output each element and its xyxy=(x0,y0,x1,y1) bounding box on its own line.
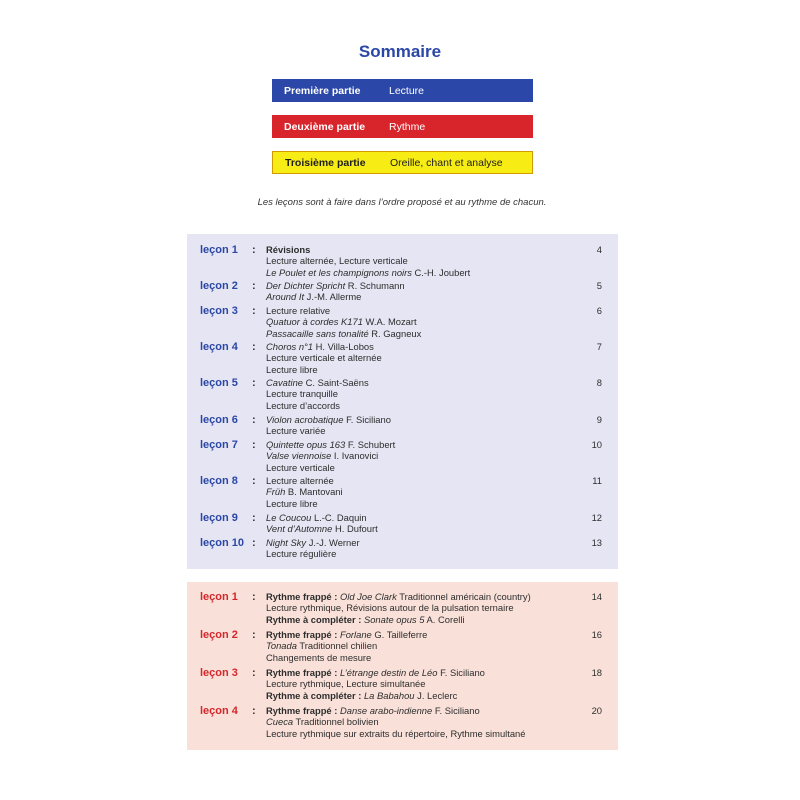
lesson-number: leçon 8 xyxy=(200,475,238,487)
work-title: Danse arabo-indienne xyxy=(339,705,433,716)
lesson-number: leçon 3 xyxy=(200,305,238,317)
line-text: J.-J. Werner xyxy=(306,537,360,548)
separator-colon: : xyxy=(252,537,256,549)
line-text: F. Siciliano xyxy=(437,667,485,678)
line-text: W.A. Mozart xyxy=(362,316,417,328)
rhythm-lessons-panel xyxy=(187,582,618,750)
line-text: J. Leclerc xyxy=(414,689,458,701)
section-label: Rythme à compléter : xyxy=(266,613,364,625)
separator-colon: : xyxy=(252,705,256,717)
separator-colon: : xyxy=(252,475,256,487)
work-title: Forlane xyxy=(339,629,372,640)
lesson-line xyxy=(266,705,586,716)
line-text: Lecture variée xyxy=(266,425,326,437)
lesson-line xyxy=(266,602,586,613)
part-1-name: Première partie xyxy=(284,84,361,97)
lesson-content xyxy=(266,512,586,535)
work-title: Around It xyxy=(266,291,305,303)
lesson-line xyxy=(266,400,586,411)
line-text: I. Ivanovici xyxy=(331,450,379,462)
page-number: 12 xyxy=(591,512,602,523)
line-text: Lecture relative xyxy=(266,305,331,316)
lesson-line xyxy=(266,523,586,534)
lesson-content xyxy=(266,305,586,339)
line-text: R. Gagneux xyxy=(368,327,422,339)
line-text: Lecture libre xyxy=(266,363,318,375)
lesson-line xyxy=(266,728,586,739)
line-text: Traditionnel bolivien xyxy=(293,716,379,728)
lesson-content xyxy=(266,280,586,303)
work-title: Der Dichter Spricht xyxy=(266,280,346,291)
separator-colon: : xyxy=(252,629,256,641)
lesson-line xyxy=(266,667,586,678)
work-title: Tonada xyxy=(266,640,297,652)
lesson-content xyxy=(266,629,586,663)
lesson-number: leçon 5 xyxy=(200,377,238,389)
line-text: C. Saint-Saëns xyxy=(303,377,369,388)
line-text: Changements de mesure xyxy=(266,651,372,663)
lesson-content xyxy=(266,414,586,437)
line-text: Lecture verticale xyxy=(266,461,335,473)
lesson-line xyxy=(266,462,586,473)
lesson-line xyxy=(266,537,586,548)
lesson-line xyxy=(266,291,586,302)
work-title: Valse viennoise xyxy=(266,450,332,462)
page-number: 4 xyxy=(596,244,602,255)
line-text: Lecture tranquille xyxy=(266,388,338,400)
lesson-line xyxy=(266,475,586,486)
lesson-line xyxy=(266,425,586,436)
line-text: A. Corelli xyxy=(424,613,465,625)
lesson-line xyxy=(266,267,586,278)
work-title: Night Sky xyxy=(266,537,307,548)
page-number: 7 xyxy=(596,341,602,352)
work-title: Quintette opus 163 xyxy=(266,439,346,450)
line-text: Lecture libre xyxy=(266,497,318,509)
line-text: B. Mantovani xyxy=(285,486,343,498)
lesson-line xyxy=(266,439,586,450)
line-text: Traditionnel chilien xyxy=(296,640,378,652)
lesson-content xyxy=(266,475,586,509)
separator-colon: : xyxy=(252,377,256,389)
line-text: Lecture rythmique, Révisions autour de la pulsation ternaire xyxy=(266,602,514,614)
part-1-subject: Lecture xyxy=(389,84,425,97)
lesson-content xyxy=(266,705,586,739)
lesson-line xyxy=(266,328,586,339)
lesson-number: leçon 4 xyxy=(200,705,238,717)
lesson-line xyxy=(266,512,586,523)
line-text: J.-M. Allerme xyxy=(304,291,362,303)
page-number: 9 xyxy=(596,414,602,425)
line-text: Lecture d’accords xyxy=(266,399,340,411)
page-number: 8 xyxy=(596,377,602,388)
work-title: Cavatine xyxy=(266,377,304,388)
lesson-line xyxy=(266,305,586,316)
work-title: Old Joe Clark xyxy=(339,591,397,602)
line-text: G. Tailleferre xyxy=(371,629,428,640)
lesson-number: leçon 3 xyxy=(200,667,238,679)
separator-colon: : xyxy=(252,591,256,603)
lesson-number: leçon 7 xyxy=(200,439,238,451)
work-title: L’étrange destin de Léo xyxy=(339,667,438,678)
page-number: 14 xyxy=(591,591,602,602)
lesson-content xyxy=(266,244,586,278)
work-title: Choros n°1 xyxy=(266,341,314,352)
lesson-number: leçon 1 xyxy=(200,244,238,256)
separator-colon: : xyxy=(252,414,256,426)
lesson-number: leçon 6 xyxy=(200,414,238,426)
section-label: Rythme frappé : xyxy=(266,629,340,640)
lesson-line xyxy=(266,255,586,266)
part-2-name: Deuxième partie xyxy=(284,120,366,133)
lesson-line xyxy=(266,414,586,425)
line-text: Lecture alternée, Lecture verticale xyxy=(266,255,408,267)
separator-colon: : xyxy=(252,280,256,292)
separator-colon: : xyxy=(252,439,256,451)
work-title: La Babahou xyxy=(363,689,415,701)
lesson-number: leçon 2 xyxy=(200,280,238,292)
lesson-content xyxy=(266,341,586,375)
lesson-number: leçon 4 xyxy=(200,341,238,353)
work-title: Le Poulet et les champignons noirs xyxy=(266,266,412,278)
work-title: Quatuor à cordes K171 xyxy=(266,316,363,328)
part-3-subject: Oreille, chant et analyse xyxy=(390,156,503,169)
page-number: 11 xyxy=(592,475,602,486)
section-label: Révisions xyxy=(266,244,311,255)
work-title: Sonate opus 5 xyxy=(363,613,425,625)
line-text: F. Siciliano xyxy=(432,705,480,716)
line-text: Lecture verticale et alternée xyxy=(266,352,382,364)
separator-colon: : xyxy=(252,305,256,317)
lesson-line xyxy=(266,629,586,640)
lesson-line xyxy=(266,352,586,363)
lesson-line xyxy=(266,591,586,602)
lesson-line xyxy=(266,614,586,625)
lesson-content xyxy=(266,439,586,473)
lesson-content xyxy=(266,667,586,701)
work-title: Violon acrobatique xyxy=(266,414,344,425)
page-number: 18 xyxy=(591,667,602,678)
separator-colon: : xyxy=(252,512,256,524)
part-3-name: Troisième partie xyxy=(285,156,366,169)
lesson-number: leçon 10 xyxy=(200,537,245,549)
lesson-line xyxy=(266,652,586,663)
page-number: 16 xyxy=(591,629,602,640)
section-label: Rythme frappé : xyxy=(266,667,340,678)
separator-colon: : xyxy=(252,244,256,256)
line-text: R. Schumann xyxy=(345,280,405,291)
lesson-line xyxy=(266,498,586,509)
lesson-line xyxy=(266,486,586,497)
page-number: 10 xyxy=(591,439,602,450)
lesson-line xyxy=(266,244,586,255)
part-1-banner xyxy=(272,79,533,102)
lesson-line xyxy=(266,716,586,727)
lesson-line xyxy=(266,280,586,291)
section-label: Rythme frappé : xyxy=(266,705,340,716)
line-text: F. Schubert xyxy=(345,439,396,450)
line-text: H. Dufourt xyxy=(332,523,378,535)
lesson-line xyxy=(266,640,586,651)
separator-colon: : xyxy=(252,341,256,353)
page-number: 5 xyxy=(596,280,602,291)
line-text: C.-H. Joubert xyxy=(411,266,471,278)
part-2-subject: Rythme xyxy=(389,120,426,133)
lesson-content xyxy=(266,591,586,625)
lesson-line xyxy=(266,377,586,388)
work-title: Früh xyxy=(266,486,286,498)
page-number: 20 xyxy=(591,705,602,716)
lesson-line xyxy=(266,316,586,327)
lesson-line xyxy=(266,450,586,461)
work-title: Cueca xyxy=(266,716,294,728)
separator-colon: : xyxy=(252,667,256,679)
page-title: Sommaire xyxy=(358,42,442,61)
reading-lessons-panel xyxy=(187,234,618,569)
work-title: Passacaille sans tonalité xyxy=(266,327,369,339)
part-3-banner xyxy=(272,151,533,174)
page-number: 6 xyxy=(596,305,602,316)
section-label: Rythme à compléter : xyxy=(266,689,364,701)
lesson-content xyxy=(266,537,586,560)
lesson-line xyxy=(266,388,586,399)
intro-note: Les leçons sont à faire dans l’ordre proposé et au rythme de chacun. xyxy=(257,197,547,208)
line-text: Lecture alternée xyxy=(266,475,334,486)
lesson-content xyxy=(266,377,586,411)
line-text: Lecture rythmique sur extraits du répertoire, Rythme simultané xyxy=(266,727,526,739)
line-text: Traditionnel américain (country) xyxy=(396,591,531,602)
lesson-line xyxy=(266,364,586,375)
line-text: L.-C. Daquin xyxy=(311,512,367,523)
line-text: Lecture rythmique, Lecture simultanée xyxy=(266,678,426,690)
line-text: Lecture régulière xyxy=(266,548,337,560)
work-title: Vent d’Automne xyxy=(266,523,333,535)
lesson-number: leçon 2 xyxy=(200,629,238,641)
line-text: F. Siciliano xyxy=(343,414,391,425)
lesson-line xyxy=(266,548,586,559)
part-2-banner xyxy=(272,115,533,138)
work-title: Le Coucou xyxy=(266,512,312,523)
lesson-number: leçon 9 xyxy=(200,512,238,524)
line-text: H. Villa-Lobos xyxy=(313,341,374,352)
page-number: 13 xyxy=(591,537,602,548)
lesson-line xyxy=(266,690,586,701)
section-label: Rythme frappé : xyxy=(266,591,340,602)
lesson-line xyxy=(266,678,586,689)
lesson-number: leçon 1 xyxy=(200,591,238,603)
lesson-line xyxy=(266,341,586,352)
